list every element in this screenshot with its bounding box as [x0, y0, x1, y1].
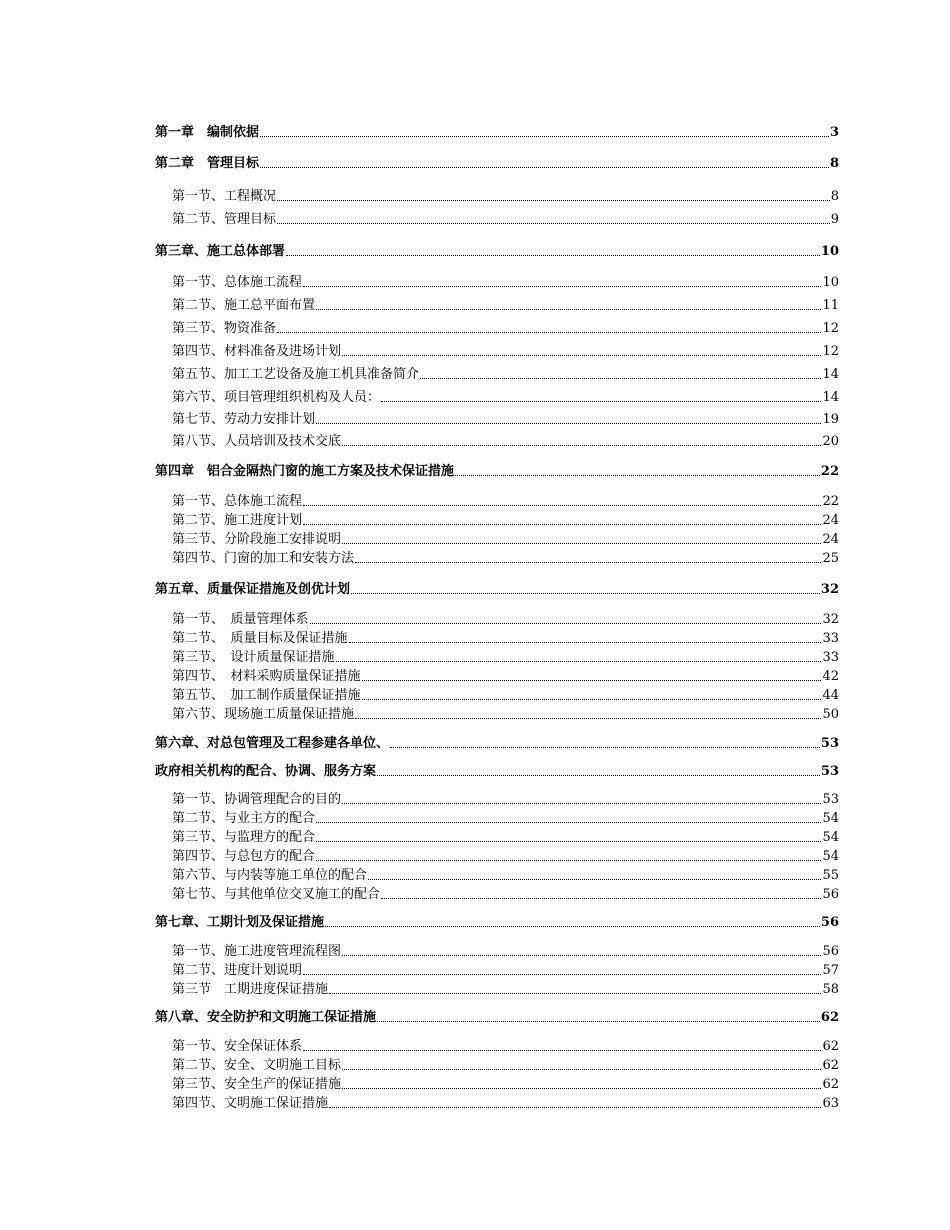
toc-dot-leader [362, 680, 822, 681]
toc-page-number: 54 [822, 830, 839, 845]
toc-section-entry[interactable] [172, 812, 839, 825]
toc-entry-label: 第二节、与业主方的配合 [172, 811, 316, 826]
toc-page-number: 50 [822, 707, 839, 722]
toc-dot-leader [316, 860, 821, 861]
toc-page-number: 14 [822, 390, 839, 405]
toc-section-entry[interactable] [172, 869, 839, 882]
toc-dot-leader [377, 775, 820, 776]
toc-page-number: 53 [820, 764, 839, 779]
toc-section-entry[interactable] [172, 391, 839, 404]
toc-section-entry[interactable] [172, 533, 839, 546]
toc-entry-label: 第四节、 材料采购质量保证措施 [172, 669, 361, 684]
toc-page-number: 14 [822, 367, 839, 382]
toc-entry-label: 第三节、 设计质量保证措施 [172, 650, 335, 665]
toc-entry-label: 第三节、安全生产的保证措施 [172, 1077, 342, 1092]
toc-page-number: 8 [829, 156, 839, 171]
toc-dot-leader [303, 286, 821, 287]
toc-page-number: 42 [822, 669, 839, 684]
toc-page-number: 12 [822, 321, 839, 336]
toc-section-entry[interactable] [172, 1097, 839, 1110]
toc-dot-leader [316, 841, 821, 842]
toc-entry-label: 第五章、质量保证措施及创优计划 [155, 582, 351, 597]
toc-entry-label: 第二节、管理目标 [172, 212, 277, 227]
toc-section-entry[interactable] [172, 670, 839, 683]
toc-page-number: 44 [822, 688, 839, 703]
toc-page-number: 54 [822, 849, 839, 864]
toc-section-entry[interactable] [172, 190, 839, 203]
toc-dot-leader [336, 661, 822, 662]
toc-page-number: 56 [820, 915, 839, 930]
toc-page-number: 24 [822, 532, 839, 547]
toc-page-number: 62 [822, 1077, 839, 1092]
toc-section-entry[interactable] [172, 850, 839, 863]
toc-dot-leader [342, 1069, 821, 1070]
toc-page-number: 54 [822, 811, 839, 826]
toc-dot-leader [310, 623, 822, 624]
toc-dot-leader [390, 747, 820, 748]
toc-dot-leader [381, 898, 821, 899]
toc-entry-label: 第六节、与内装等施工单位的配合 [172, 868, 368, 883]
toc-chapter-entry[interactable] [155, 465, 839, 478]
toc-entry-label: 第一章 编制依据 [155, 125, 260, 140]
toc-page-number: 20 [822, 434, 839, 449]
toc-page-number: 56 [822, 944, 839, 959]
toc-entry-label: 第三节、分阶段施工安排说明 [172, 532, 342, 547]
toc-section-entry[interactable] [172, 495, 839, 508]
toc-entry-label: 政府相关机构的配合、协调、服务方案 [155, 764, 377, 779]
toc-entry-label: 第二节、 质量目标及保证措施 [172, 631, 348, 646]
toc-entry-label: 第四节、材料准备及进场计划 [172, 344, 342, 359]
toc-section-entry[interactable] [172, 689, 839, 702]
toc-entry-label: 第五节、加工工艺设备及施工机具准备简介 [172, 367, 420, 382]
toc-chapter-entry[interactable] [155, 583, 839, 596]
toc-dot-leader [420, 378, 821, 379]
toc-entry-label: 第四节、与总包方的配合 [172, 849, 316, 864]
toc-entry-label: 第七章、工期计划及保证措施 [155, 915, 325, 930]
toc-dot-leader [329, 993, 821, 994]
toc-page-number: 62 [820, 1010, 839, 1025]
toc-section-entry[interactable] [172, 1059, 839, 1072]
toc-entry-label: 第三节、与监理方的配合 [172, 830, 316, 845]
toc-dot-leader [260, 167, 829, 168]
toc-entry-label: 第三节、物资准备 [172, 321, 277, 336]
toc-chapter-entry[interactable] [155, 916, 839, 929]
toc-entry-label: 第四节、文明施工保证措施 [172, 1096, 329, 1111]
toc-entry-label: 第一节、工程概况 [172, 189, 277, 204]
toc-section-entry[interactable] [172, 964, 839, 977]
toc-page-number: 22 [822, 494, 839, 509]
toc-entry-label: 第四节、门窗的加工和安装方法 [172, 551, 355, 566]
toc-dot-leader [455, 475, 820, 476]
toc-dot-leader [342, 803, 821, 804]
toc-page-number: 10 [822, 275, 839, 290]
toc-dot-leader [277, 200, 830, 201]
toc-chapter-entry[interactable] [155, 765, 839, 778]
toc-dot-leader [342, 543, 821, 544]
toc-dot-leader [316, 423, 821, 424]
toc-dot-leader [381, 401, 821, 402]
toc-entry-label: 第六节、项目管理组织机构及人员： [172, 390, 381, 405]
toc-section-entry[interactable] [172, 413, 839, 426]
toc-page-number: 9 [830, 212, 839, 227]
toc-entry-label: 第一节、总体施工流程 [172, 494, 303, 509]
toc-page-number: 53 [820, 736, 839, 751]
toc-page-number: 24 [822, 513, 839, 528]
toc-dot-leader [286, 255, 820, 256]
toc-section-entry[interactable] [172, 552, 839, 565]
toc-page-number: 12 [822, 344, 839, 359]
toc-entry-label: 第六章、对总包管理及工程参建各单位、 [155, 736, 390, 751]
toc-dot-leader [277, 223, 830, 224]
toc-section-entry[interactable] [172, 368, 839, 381]
toc-dot-leader [342, 445, 821, 446]
toc-page-number: 55 [822, 868, 839, 883]
toc-dot-leader [316, 822, 821, 823]
toc-section-entry[interactable] [172, 299, 839, 312]
toc-entry-label: 第八节、人员培训及技术交底 [172, 434, 342, 449]
toc-section-entry[interactable] [172, 514, 839, 527]
toc-entry-label: 第一节、施工进度管理流程图 [172, 944, 342, 959]
toc-page-number: 53 [822, 792, 839, 807]
toc-page-number: 22 [820, 464, 839, 479]
toc-entry-label: 第八章、安全防护和文明施工保证措施 [155, 1010, 377, 1025]
toc-section-entry[interactable] [172, 1078, 839, 1091]
toc-section-entry[interactable] [172, 708, 839, 721]
toc-page-number: 57 [822, 963, 839, 978]
toc-page-number: 10 [820, 244, 839, 259]
toc-section-entry[interactable] [172, 888, 839, 901]
toc-entry-label: 第一节、协调管理配合的目的 [172, 792, 342, 807]
toc-chapter-entry[interactable] [155, 245, 839, 258]
toc-entry-label: 第六节、现场施工质量保证措施 [172, 707, 355, 722]
toc-dot-leader [277, 332, 821, 333]
toc-entry-label: 第二节、施工总平面布置 [172, 298, 316, 313]
toc-dot-leader [342, 1088, 821, 1089]
toc-entry-label: 第四章 铝合金隔热门窗的施工方案及技术保证措施 [155, 464, 455, 479]
toc-page-number: 62 [822, 1039, 839, 1054]
toc-dot-leader [355, 718, 821, 719]
toc-section-entry[interactable] [172, 613, 839, 626]
toc-page-number: 33 [822, 631, 839, 646]
toc-entry-label: 第一节、 质量管理体系 [172, 612, 309, 627]
toc-dot-leader [303, 974, 821, 975]
toc-dot-leader [351, 593, 820, 594]
toc-dot-leader [303, 524, 821, 525]
toc-chapter-entry[interactable] [155, 737, 839, 750]
toc-dot-leader [260, 136, 829, 137]
toc-entry-label: 第三节 工期进度保证措施 [172, 982, 329, 997]
toc-section-entry[interactable] [172, 322, 839, 335]
toc-section-entry[interactable] [172, 1040, 839, 1053]
toc-dot-leader [316, 309, 821, 310]
toc-chapter-entry[interactable] [155, 1011, 839, 1024]
toc-dot-leader [325, 926, 820, 927]
toc-entry-label: 第七节、与其他单位交叉施工的配合 [172, 887, 381, 902]
toc-section-entry[interactable] [172, 276, 839, 289]
toc-chapter-entry[interactable] [155, 126, 839, 139]
toc-dot-leader [362, 699, 822, 700]
toc-page-number: 33 [822, 650, 839, 665]
toc-page-number: 19 [822, 412, 839, 427]
toc-section-entry[interactable] [172, 793, 839, 806]
toc-dot-leader [303, 505, 821, 506]
toc-page-number: 63 [822, 1096, 839, 1111]
toc-dot-leader [303, 1050, 821, 1051]
toc-section-entry[interactable] [172, 831, 839, 844]
toc-page-number: 32 [820, 582, 839, 597]
toc-section-entry[interactable] [172, 345, 839, 358]
toc-section-entry[interactable] [172, 435, 839, 448]
table-of-contents [155, 0, 839, 1230]
toc-chapter-entry[interactable] [155, 157, 839, 170]
toc-entry-label: 第二节、安全、文明施工目标 [172, 1058, 342, 1073]
toc-dot-leader [329, 1107, 821, 1108]
toc-section-entry[interactable] [172, 945, 839, 958]
toc-section-entry[interactable] [172, 983, 839, 996]
toc-dot-leader [342, 955, 821, 956]
toc-entry-label: 第一节、安全保证体系 [172, 1039, 303, 1054]
toc-page-number: 56 [822, 887, 839, 902]
toc-dot-leader [377, 1021, 820, 1022]
toc-entry-label: 第二章 管理目标 [155, 156, 260, 171]
toc-page-number: 58 [822, 982, 839, 997]
toc-entry-label: 第三章、施工总体部署 [155, 244, 286, 259]
toc-dot-leader [355, 562, 821, 563]
toc-section-entry[interactable] [172, 632, 839, 645]
toc-section-entry[interactable] [172, 213, 839, 226]
toc-entry-label: 第五节、 加工制作质量保证措施 [172, 688, 361, 703]
toc-section-entry[interactable] [172, 651, 839, 664]
toc-page-number: 11 [822, 298, 839, 313]
toc-page-number: 3 [829, 125, 839, 140]
toc-entry-label: 第二节、进度计划说明 [172, 963, 303, 978]
toc-page-number: 8 [830, 189, 839, 204]
toc-page-number: 25 [822, 551, 839, 566]
toc-page-number: 32 [822, 612, 839, 627]
toc-page-number: 62 [822, 1058, 839, 1073]
toc-dot-leader [342, 355, 821, 356]
toc-entry-label: 第七节、劳动力安排计划 [172, 412, 316, 427]
toc-dot-leader [368, 879, 821, 880]
toc-entry-label: 第一节、总体施工流程 [172, 275, 303, 290]
toc-dot-leader [349, 642, 822, 643]
toc-entry-label: 第二节、施工进度计划 [172, 513, 303, 528]
